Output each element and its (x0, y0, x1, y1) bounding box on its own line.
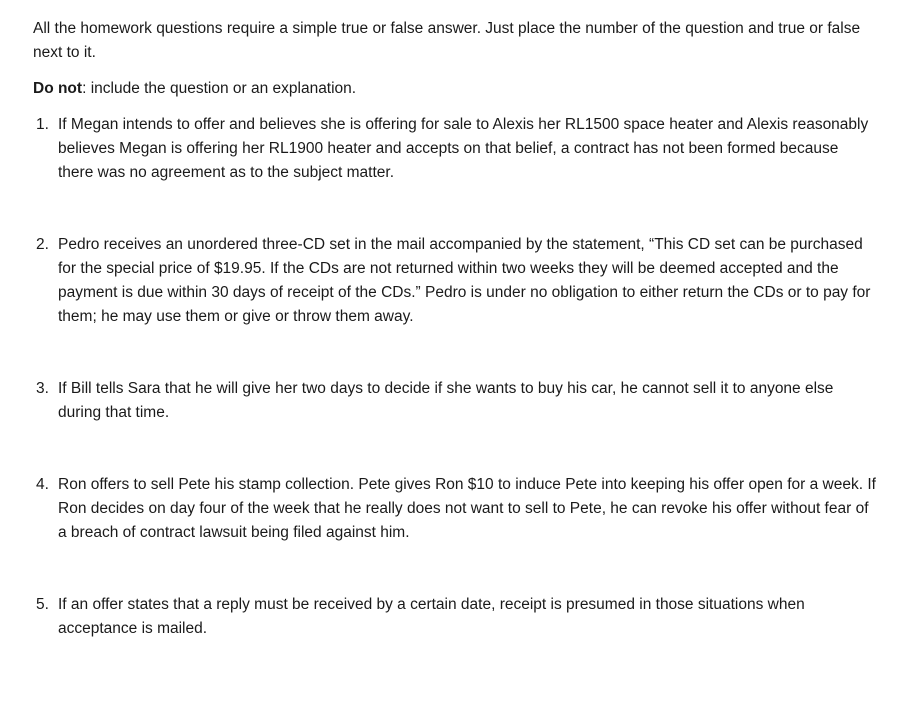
question-item (33, 113, 878, 185)
question-number: 1. (36, 116, 49, 133)
do-not-text: : include the question or an explanation. (82, 80, 357, 97)
document-page (33, 17, 878, 689)
question-item (33, 233, 878, 329)
question-text: If an offer states that a reply must be received by a certain date, receipt is presumed in those situations when acceptance is mailed. (58, 596, 805, 637)
question-text: Pedro receives an unordered three-CD set in the mail accompanied by the statement, “This CD set can be purchased for the special price of $19.95. If the CDs are not returned within two weeks they will be deemed accepted and the payment is due within 30 days of receipt of the CDs.” Pedro is under no obligation to either return the CDs or to pay for them; he may use them or give or throw them away. (58, 236, 871, 325)
question-item (33, 377, 878, 425)
question-text: Ron offers to sell Pete his stamp collection. Pete gives Ron $10 to induce Pete into keeping his offer open for a week. If Ron decides on day four of the week that he really does not want to sell to Pete, he can revoke his offer without fear of a breach of contract lawsuit being filed against him. (58, 476, 876, 541)
question-text: If Megan intends to offer and believes she is offering for sale to Alexis her RL1500 space heater and Alexis reasonably believes Megan is offering her RL1900 heater and accepts on that belief, a contract has not been formed because there was no agreement as to the subject matter. (58, 116, 869, 181)
question-number: 4. (36, 476, 49, 493)
question-list (33, 113, 878, 641)
question-number: 2. (36, 236, 49, 253)
do-not-paragraph (33, 77, 878, 101)
question-number: 5. (36, 596, 49, 613)
question-item (33, 593, 878, 641)
instructions-paragraph: All the homework questions require a simple true or false answer. Just place the number of the question and true or false next to it. (33, 20, 861, 61)
question-text: If Bill tells Sara that he will give her two days to decide if she wants to buy his car, he cannot sell it to anyone else during that time. (58, 380, 834, 421)
question-item (33, 473, 878, 545)
question-number: 3. (36, 380, 49, 397)
do-not-label: Do not (33, 80, 83, 97)
